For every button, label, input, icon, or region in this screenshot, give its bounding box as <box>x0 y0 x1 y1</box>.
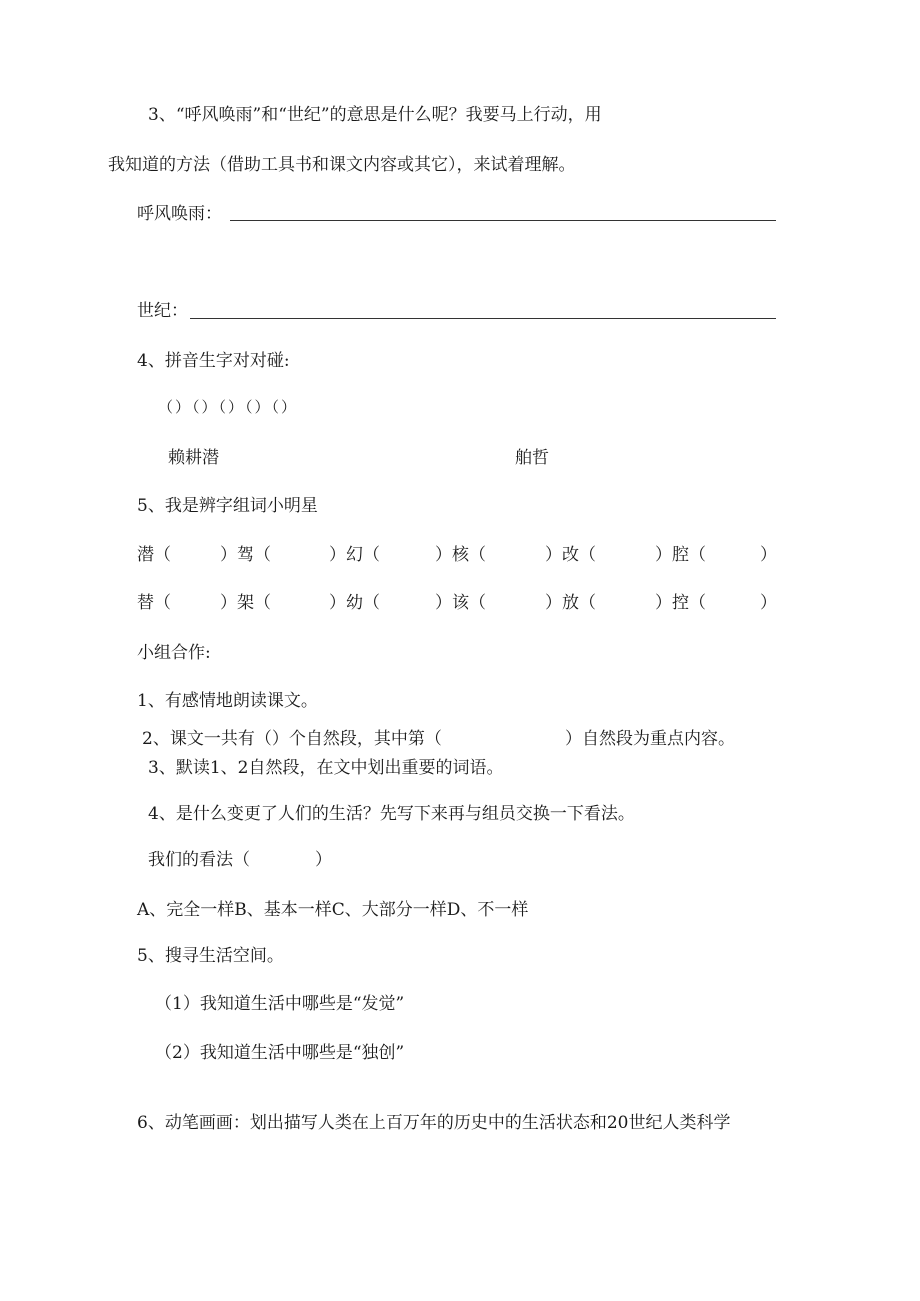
group-opinion: 我们的看法（ <box>148 850 250 870</box>
group-item2a: 2、课文一共有（）个自然段，其中第（ <box>142 729 442 749</box>
group-item2b: ）自然段为重点内容。 <box>565 729 735 749</box>
q5-cell: ）改（ <box>545 545 596 565</box>
group-item6: 6、动笔画画：划出描写人类在上百万年的历史中的生活状态和20世纪人类科学 <box>137 1113 731 1133</box>
q4-title: 4、拼音生字对对碰: <box>137 351 290 371</box>
q5-cell: ）核（ <box>435 545 486 565</box>
q5-cell: 潜（ <box>137 545 171 565</box>
q3-label-shiji: 世纪： <box>137 301 188 321</box>
q5-cell: ）腔（ <box>655 545 706 565</box>
q5-cell: ）架（ <box>220 593 271 613</box>
q3-line2: 我知道的方法（借助工具书和课文内容或其它），来试着理解。 <box>108 155 576 175</box>
q5-cell: ） <box>760 593 777 613</box>
group-item3: 3、默读1、2自然段，在文中划出重要的词语。 <box>148 758 504 778</box>
q5-title: 5、我是辨字组词小明星 <box>137 496 318 516</box>
q5-cell: ）幼（ <box>329 593 380 613</box>
hufeng-answer-line[interactable] <box>230 220 776 221</box>
q3-line1: 3、“呼风唤雨”和“世纪”的意思是什么呢？我要马上行动，用 <box>148 105 602 125</box>
q5-cell: ）放（ <box>545 593 596 613</box>
q3-label-hufeng: 呼风唤雨： <box>137 204 222 224</box>
q5-cell: ）该（ <box>435 593 486 613</box>
q5-cell: ）控（ <box>655 593 706 613</box>
q5-cell: ） <box>760 545 777 565</box>
q4-pinyin-blanks[interactable]: （）（）（）（）（） <box>158 398 299 416</box>
group-item1: 1、有感情地朗读课文。 <box>137 691 318 711</box>
q5-cell: ）驾（ <box>220 545 271 565</box>
group-item5: 5、搜寻生活空间。 <box>137 946 284 966</box>
shiji-answer-line[interactable] <box>190 318 776 319</box>
q4-chars-left: 赖耕潜 <box>168 448 219 468</box>
q4-chars-right: 舶哲 <box>515 448 549 468</box>
group-title: 小组合作: <box>137 643 211 663</box>
group-sub1: （1）我知道生活中哪些是“发觉” <box>155 994 405 1014</box>
group-options: A、完全一样B、基本一样C、大部分一样D、不一样 <box>137 900 529 920</box>
group-sub2: （2）我知道生活中哪些是“独创” <box>155 1043 405 1063</box>
group-item4: 4、是什么变更了人们的生活？先写下来再与组员交换一下看法。 <box>148 804 635 824</box>
group-opinion-end: ） <box>315 850 332 870</box>
q5-cell: ）幻（ <box>329 545 380 565</box>
q5-cell: 替（ <box>137 593 171 613</box>
